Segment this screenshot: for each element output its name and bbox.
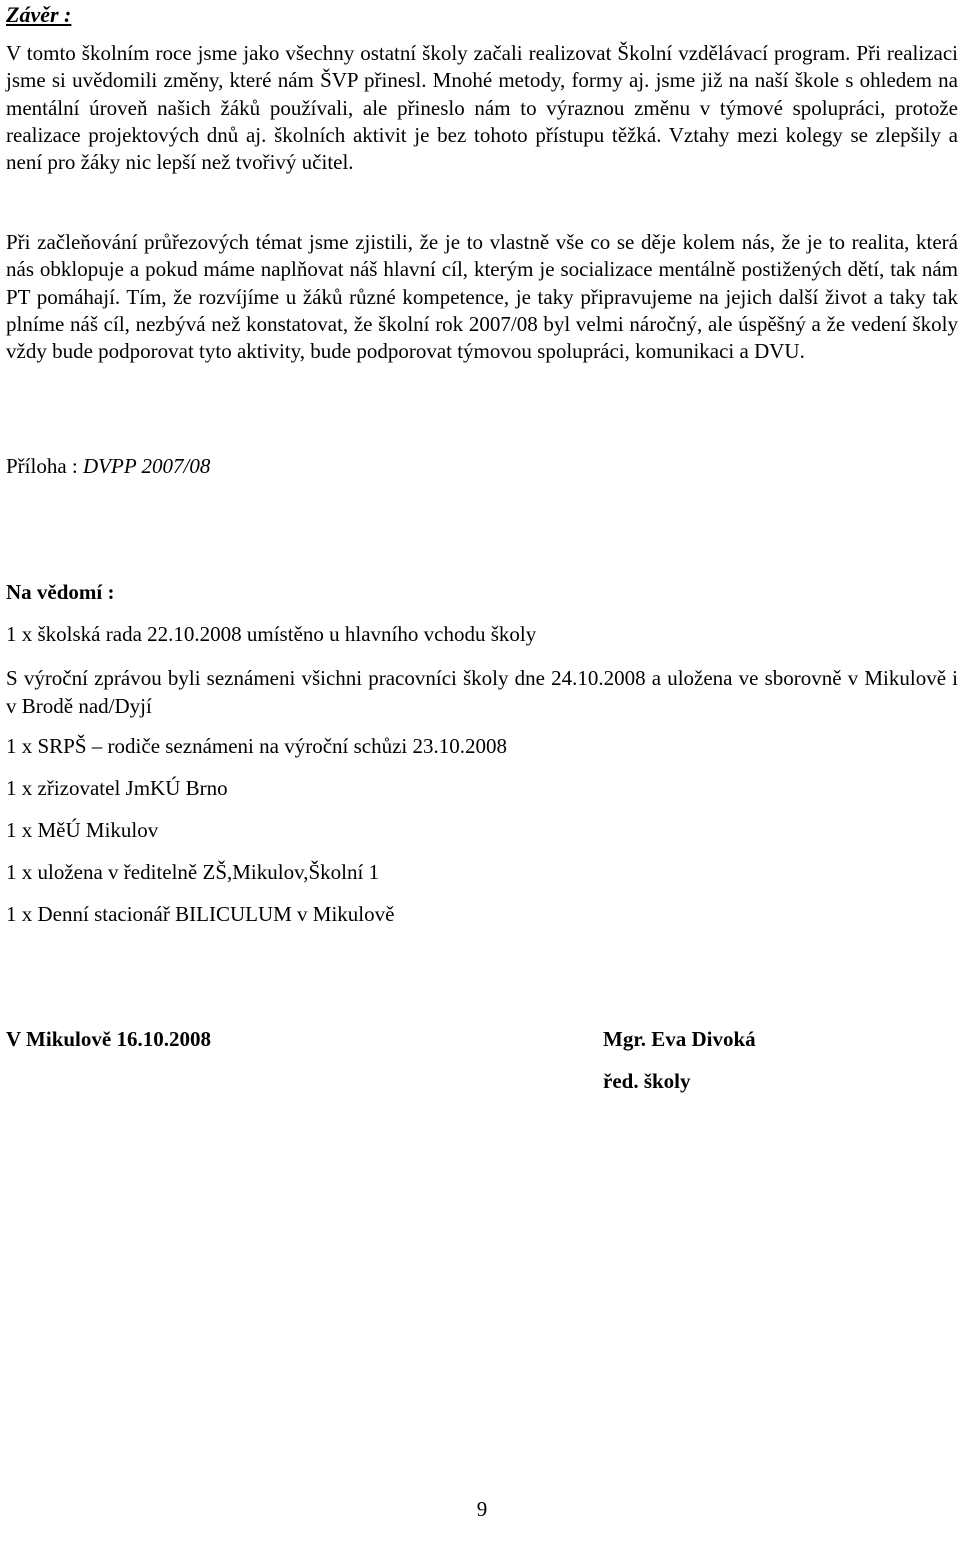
conclusion-heading: Závěr : <box>6 2 72 27</box>
recipient-line: 1 x SRPŠ – rodiče seznámeni na výroční schůzi 23.10.2008 <box>6 734 508 758</box>
page-number: 9 <box>476 1497 488 1521</box>
recipient-line: S výroční zprávou byli seznámeni všichni pracovníci školy dne 24.10.2008 a uložena ve sborovně v Mikulově i v Brodě nad/Dyjí <box>6 666 958 718</box>
recipient-line: 1 x Denní stacionář BILICULUM v Mikulově <box>6 902 395 926</box>
attachment-line <box>6 454 210 479</box>
recipient-line: 1 x MěÚ Mikulov <box>6 818 159 842</box>
attachment-label: Příloha : <box>6 454 83 478</box>
attachment-value: DVPP 2007/08 <box>83 454 211 478</box>
place-and-date: V Mikulově 16.10.2008 <box>6 1027 211 1051</box>
signer-title: řed. školy <box>603 1069 691 1093</box>
recipient-line: 1 x školská rada 22.10.2008 umístěno u hlavního vchodu školy <box>6 622 537 646</box>
recipient-line: 1 x uložena v ředitelně ZŠ,Mikulov,Školní 1 <box>6 860 380 884</box>
signer-name: Mgr. Eva Divoká <box>603 1027 756 1051</box>
conclusion-paragraph: V tomto školním roce jsme jako všechny ostatní školy začali realizovat Školní vzdělávací program. Při realizaci jsme si uvědomili změny, které nám ŠVP přinesl. Mnohé metody, formy aj. jsme již na naší škole s ohledem na mentální úroveň našich žáků používali, ale přineslo nám to výraznou změnu v týmové spolupráci, protože realizace projektových dnů aj. školních aktivit je bez tohoto přístupu těžká. Vztahy mezi kolegy se zlepšily a není pro žáky nic lepší než tvořivý učitel. <box>6 41 958 175</box>
recipient-line: 1 x zřizovatel JmKÚ Brno <box>6 776 228 800</box>
cross-curricular-themes-paragraph: Při začleňování průřezových témat jsme zjistili, že je to vlastně vše co se děje kolem nás, že je to realita, která nás obklopuje a pokud máme naplňovat náš hlavní cíl, kterým je socializace mentálně postižených dětí, tak nám PT pomáhají. Tím, že rozvíjíme u žáků různé kompetence, je taky připravujeme na jejich další život a taky tak plníme náš cíl, nezbývá než konstatovat, že školní rok 2007/08 byl velmi náročný, ale úspěšný a že vedení školy vždy bude podporovat tyto aktivity, bude podporovat týmovou spolupráci, komunikaci a DVU. <box>6 230 958 364</box>
notice-heading: Na vědomí : <box>6 580 115 604</box>
